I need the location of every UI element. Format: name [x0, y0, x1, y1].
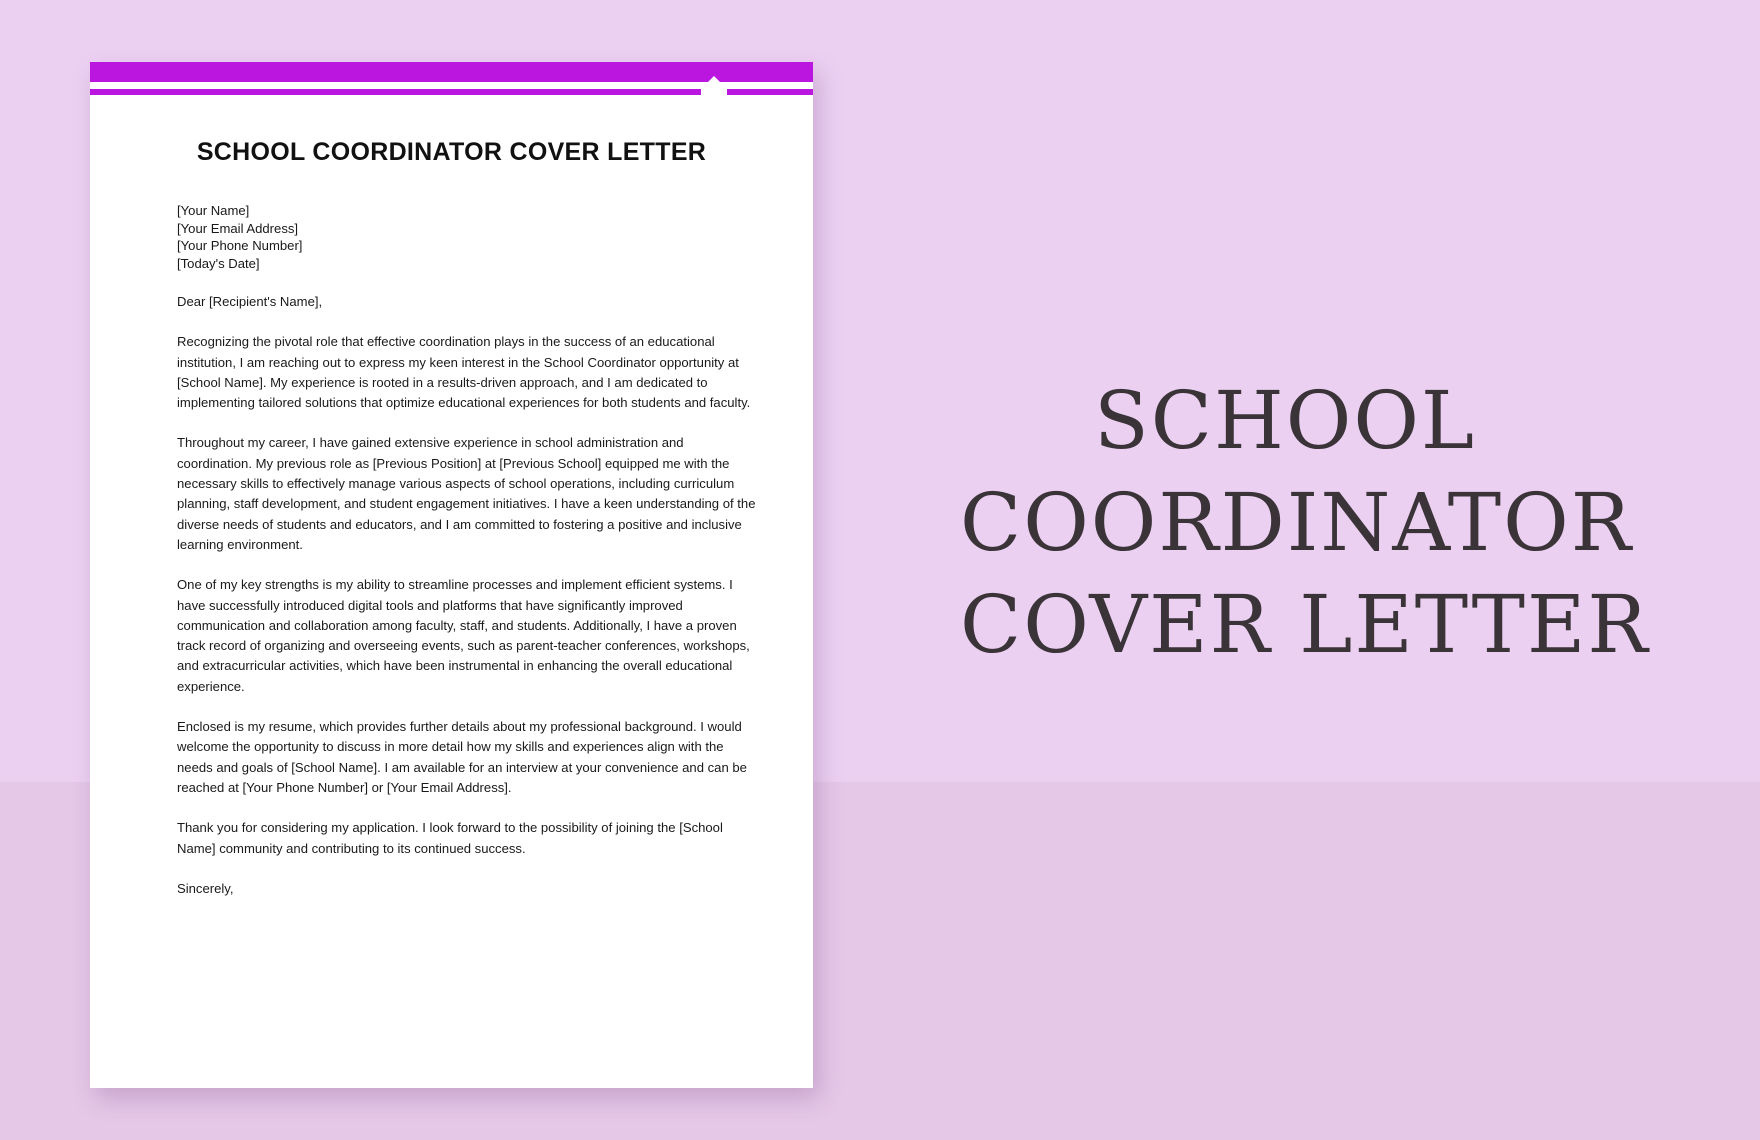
contact-phone: [Your Phone Number]	[177, 238, 303, 253]
contact-date: [Today's Date]	[177, 255, 260, 271]
header-notch	[701, 76, 727, 89]
header-notch-gap	[701, 89, 727, 95]
document-title: SCHOOL COORDINATOR COVER LETTER	[196, 138, 707, 166]
letter-body	[177, 202, 757, 919]
cover-letter-page	[90, 62, 813, 1088]
paragraph-3: One of my key strengths is my ability to streamline processes and implement efficient systems. I have successfully introduced digital tools and platforms that have significantly improved communication and collaboration among faculty, staff, and students. Additionally, I have a proven track record of organizing and overseeing events, such as parent-teacher conferences, workshops, and extracurricular activities, which have been instrumental in enhancing the overall educational experience.	[177, 577, 750, 694]
banner-title	[960, 370, 1650, 676]
closing: Sincerely,	[177, 880, 234, 896]
contact-name: [Your Name]	[177, 203, 250, 218]
banner-line-3: COVER LETTER	[960, 578, 1650, 671]
paragraph-5: Thank you for considering my application. I look forward to the possibility of joining the [School Name] community and contributing to its continued success.	[177, 820, 723, 856]
paragraph-2: Throughout my career, I have gained extensive experience in school administration and coordination. My previous role as [Previous Position] at [Previous School] equipped me with the necessary skills to effectively manage various aspects of school operations, including curriculum planning, staff development, and student engagement initiatives. I have a keen understanding of the diverse needs of students and educators, and I am committed to fostering a positive and inclusive learning environment.	[177, 435, 756, 552]
contact-email: [Your Email Address]	[177, 220, 299, 236]
contact-block	[177, 202, 757, 272]
paragraph-1: Recognizing the pivotal role that effective coordination plays in the success of an educational institution, I am reaching out to express my keen interest in the School Coordinator opportunity at [School Name]. My experience is rooted in a results-driven approach, and I am dedicated to implementing tailored solutions that optimize educational experiences for both students and faculty.	[177, 334, 751, 411]
salutation: Dear [Recipient's Name],	[177, 294, 323, 309]
paragraph-4: Enclosed is my resume, which provides further details about my professional background. I would welcome the opportunity to discuss in more detail how my skills and experiences align with the needs and goals of [School Name]. I am available for an interview at your convenience and can be reached at [Your Phone Number] or [Your Email Address].	[177, 719, 747, 795]
banner-line-2: COORDINATOR	[960, 476, 1633, 569]
banner-line-1: SCHOOL	[1093, 374, 1477, 467]
